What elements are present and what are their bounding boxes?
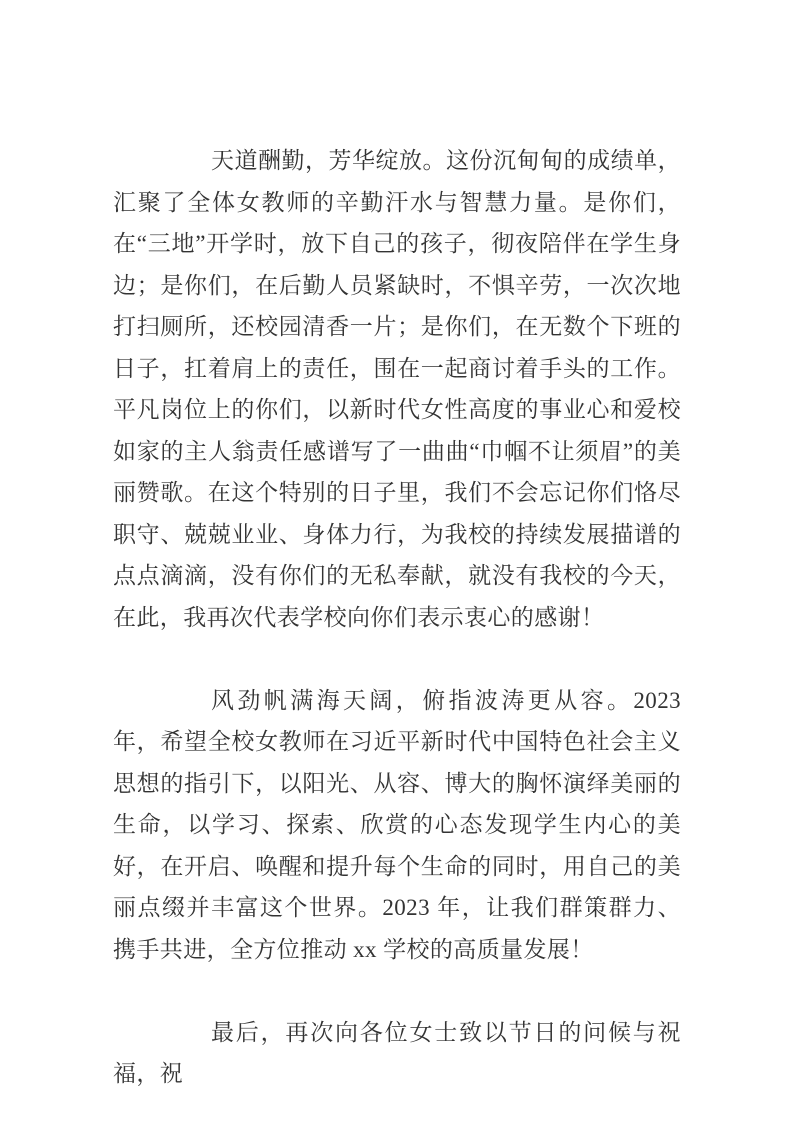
paragraph-gratitude: 天道酬勤，芳华绽放。这份沉甸甸的成绩单，汇聚了全体女教师的辛勤汗水与智慧力量。是你们，在“三地”开学时，放下自己的孩子，彻夜陪伴在学生身边；是你们，在后勤人员紧缺时，不惧辛劳，一次次地打扫厕所，还校园清香一片；是你们，在无数个下班的日子，扛着肩上的责任，围在一起商讨着手头的工作。平凡岗位上的你们，以新时代女性高度的事业心和爱校如家的主人翁责任感谱写了一曲曲“巾帼不让须眉”的美丽赞歌。在这个特别的日子里，我们不会忘记你们恪尽职守、兢兢业业、身体力行，为我校的持续发展描谱的点点滴滴，没有你们的无私奉献，就没有我校的今天，在此，我再次代表学校向你们表示衷心的感谢！ [113, 148, 681, 630]
document-body [113, 140, 681, 1095]
paragraph-hope-2023: 风劲帆满海天阔，俯指波涛更从容。2023 年，希望全校女教师在习近平新时代中国特色社会主义思想的指引下，以阳光、从容、博大的胸怀演绎美丽的生命，以学习、探索、欣赏的心态发现学生内心的美好，在开启、唤醒和提升每个生命的同时，用自己的美丽点缀并丰富这个世界。2023 年，让我们群策群力、携手共进，全方位推动 xx 学校的高质量发展！ [113, 687, 681, 962]
paragraph-closing-wishes: 最后，再次向各位女士致以节日的问候与祝福，祝 [113, 1019, 681, 1086]
